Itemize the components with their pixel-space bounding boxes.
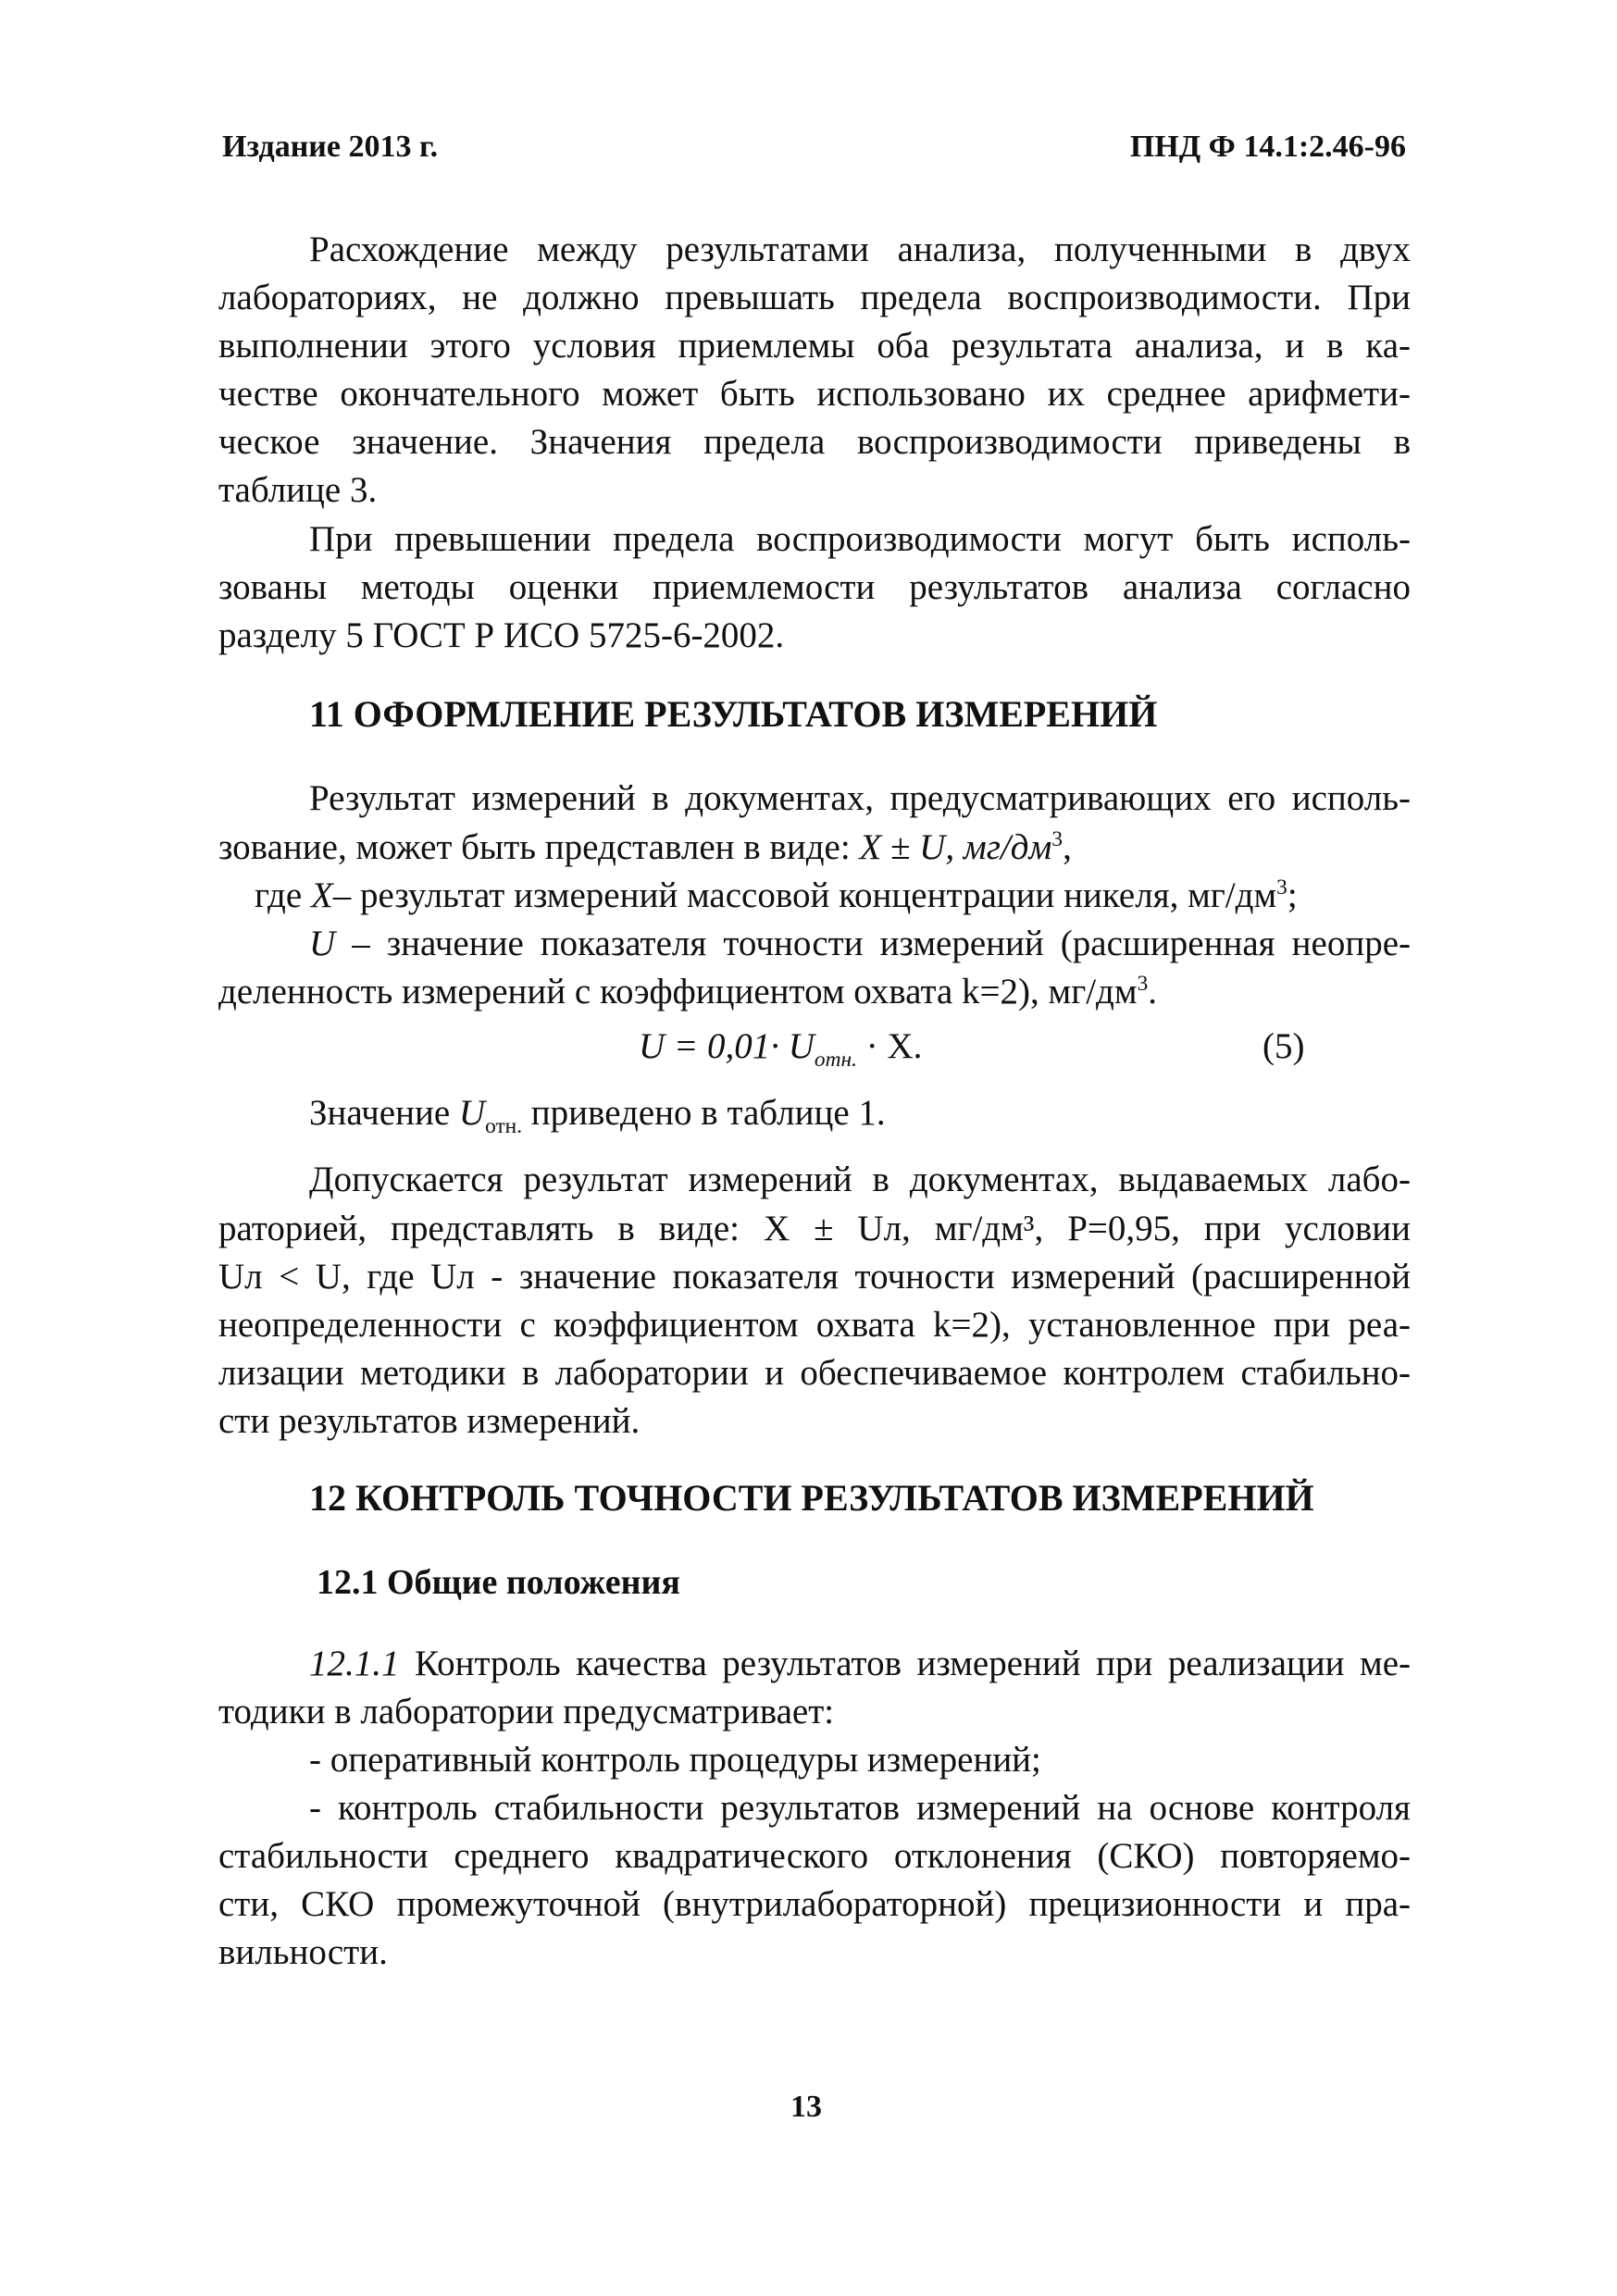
where-u-line: деленность измерений с коэффициентом охвата k=2), $мг/дм^3$.: [218, 972, 1158, 1011]
formula-tail: · X.: [865, 1026, 923, 1066]
section11-p3-line: сти результатов измерений.: [218, 1401, 641, 1441]
where-u-definition: – значение показателя точности измерений (расширенная неопре-: [352, 924, 1411, 963]
para1-line: таблице 3.: [218, 470, 378, 510]
clause-text: Контроль качества результатов измерений при реализации ме-: [415, 1644, 1412, 1683]
section11-p3-line: раторией, представлять в виде: X ± Uл, мг/дм³, P=0,95, при условии: [218, 1209, 1411, 1248]
para1-line: ческое значение. Значения предела воспроизводимости приведены в: [218, 422, 1411, 462]
page-number: 13: [790, 2090, 822, 2124]
value-note-pre: Значение: [309, 1093, 451, 1133]
symbol-u: U: [309, 924, 336, 963]
para1-line: Расхождение между результатами анализа, полученными в двух: [309, 230, 1411, 269]
bullet-item: вильности.: [218, 1932, 388, 1972]
formula-5: [639, 1025, 922, 1073]
section11-p3-line: Допускается результат измерений в документах, выдаваемых лабо-: [309, 1160, 1411, 1199]
where-x-line: где X– результат измерений массовой концентрации никеля, $мг/дм^3$;: [255, 875, 1298, 915]
clause-number: 12.1.1: [309, 1644, 400, 1683]
para1-line: лабораториях, не должно превышать предела воспроизводимости. При: [218, 278, 1411, 317]
para2-line: зованы методы оценки приемлемости результатов анализа согласно: [218, 567, 1411, 607]
formula-subscript: отн.: [814, 1047, 857, 1072]
edition-label: Издание 2013 г.: [222, 130, 439, 164]
section11-line: Результат измерений в документах, предусматривающих его исполь-: [309, 778, 1411, 818]
section-11-heading: 11 ОФОРМЛЕНИЕ РЕЗУЛЬТАТОВ ИЗМЕРЕНИЙ: [309, 693, 1158, 735]
section11-p3-line: лизации методики в лаборатории и обеспечиваемое контролем стабильно-: [218, 1353, 1411, 1393]
para1-line: честве окончательного может быть использовано их среднее арифмети-: [218, 374, 1411, 414]
formula-number: (5): [1263, 1026, 1305, 1066]
para1-line: выполнении этого условия приемлемы оба результата анализа, и в ка-: [218, 326, 1411, 366]
document-code: ПНД Ф 14.1:2.46-96: [1129, 130, 1406, 164]
section11-line: зование, может быть представлен в виде: X ± U, $мг/дм^3$,: [218, 827, 1072, 867]
where-u-definition: деленность измерений с коэффициентом охвата k=2), мг/дм: [218, 972, 1138, 1011]
subscript: отн.: [485, 1113, 523, 1138]
bullet-item: - оперативный контроль процедуры измерений;: [309, 1740, 1041, 1780]
value-note: [309, 1095, 1411, 1137]
value-note-post: приведено в таблице 1.: [530, 1093, 886, 1133]
para2-line: При превышении предела воспроизводимости могут быть исполь-: [309, 519, 1411, 559]
where-u-line: [309, 925, 1411, 962]
section12-line: тодики в лаборатории предусматривает:: [218, 1692, 835, 1731]
where-x-definition: – результат измерений массовой концентрации никеля, мг/дм: [332, 875, 1277, 915]
bullet-item: сти, СКО промежуточной (внутрилабораторной) прецизионности и пра-: [218, 1884, 1411, 1924]
bullet-item: - контроль стабильности результатов измерений на основе контроля: [309, 1788, 1411, 1828]
bullet-item: стабильности среднего квадратического отклонения (СКО) повторяемо-: [218, 1836, 1411, 1876]
symbol-u: U: [458, 1093, 486, 1133]
symbol-x: X: [310, 875, 333, 915]
where-label: где: [255, 875, 303, 915]
subsection-12-1-heading: 12.1 Общие положения: [317, 1563, 680, 1602]
result-formula: X ± U, мг/дм: [859, 827, 1052, 867]
section11-p3-line: неопределенности с коэффициентом охвата k=2), установленное при реа-: [218, 1305, 1411, 1345]
para2-line: разделу 5 ГОСТ Р ИСО 5725-6-2002.: [218, 615, 785, 655]
section11-p3-line: Uл < U, где Uл - значение показателя точности измерений (расширенной: [218, 1257, 1411, 1297]
formula-main: U = 0,01· U: [639, 1026, 815, 1066]
section11-text: зование, может быть представлен в виде:: [218, 827, 851, 867]
section12-line: [309, 1645, 1411, 1682]
section-12-heading: 12 КОНТРОЛЬ ТОЧНОСТИ РЕЗУЛЬТАТОВ ИЗМЕРЕНИЙ: [309, 1477, 1314, 1519]
